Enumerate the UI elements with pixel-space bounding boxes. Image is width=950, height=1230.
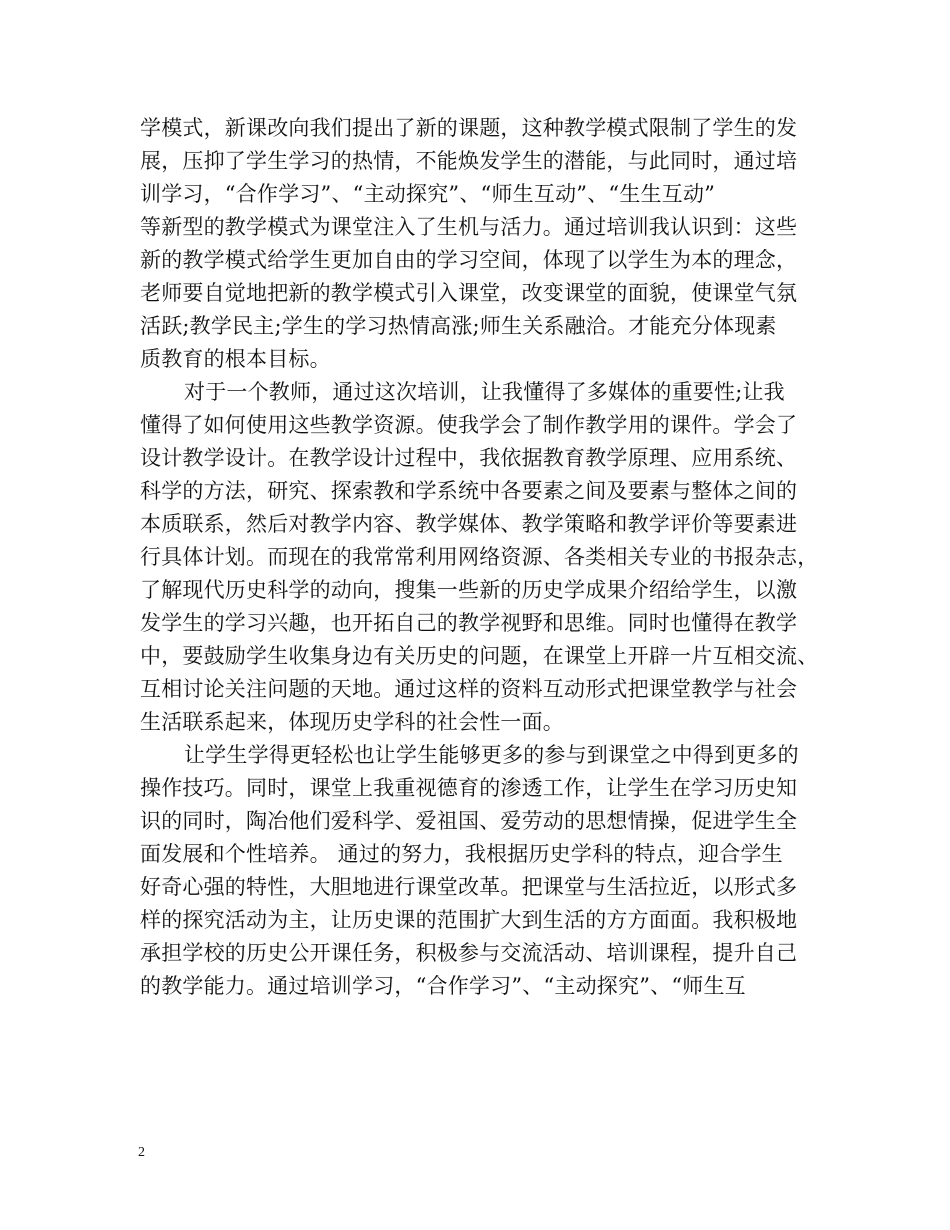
text-line: 展，压抑了学生学习的热情，不能焕发学生的潜能，与此同时，通过培 — [140, 149, 798, 173]
text-line: 生活联系起来，体现历史学科的社会性一面。 — [140, 710, 564, 734]
text-line: 训学习，“合作学习”、“主动探究”、“师生互动”、“生生互动” — [140, 182, 716, 206]
text-line: 本质联系，然后对教学内容、教学媒体、教学策略和教学评价等要素进 — [140, 512, 798, 536]
text-line: 学模式，新课改向我们提出了新的课题，这种教学模式限制了学生的发 — [140, 116, 798, 140]
text-line: 好奇心强的特性，大胆地进行课堂改革。把课堂与生活拉近，以形式多 — [140, 875, 798, 899]
paragraph — [140, 376, 820, 739]
text-line: 中，要鼓励学生收集身边有关历史的问题，在课堂上开辟一片互相交流、 — [140, 644, 819, 668]
text-line: 承担学校的历史公开课任务，积极参与交流活动、培训课程，提升自己 — [140, 941, 798, 965]
text-line: 对于一个教师，通过这次培训，让我懂得了多媒体的重要性;让我 — [184, 380, 785, 404]
paragraph — [140, 739, 820, 1003]
text-line: 行具体计划。而现在的我常常利用网络资源、各类相关专业的书报杂志， — [140, 545, 819, 569]
text-line: 了解现代历史科学的动向，搜集一些新的历史学成果介绍给学生，以激 — [140, 578, 798, 602]
text-line: 新的教学模式给学生更加自由的学习空间，体现了以学生为本的理念， — [140, 248, 798, 272]
text-line: 设计教学设计。在教学设计过程中，我依据教育教学原理、应用系统、 — [140, 446, 798, 470]
text-line: 质教育的根本目标。 — [140, 347, 331, 371]
text-line: 识的同时，陶冶他们爱科学、爱祖国、爱劳动的思想情操，促进学生全 — [140, 809, 798, 833]
text-line: 等新型的教学模式为课堂注入了生机与活力。通过培训我认识到：这些 — [140, 215, 798, 239]
page-number: 2 — [138, 1145, 145, 1160]
text-line: 老师要自觉地把新的教学模式引入课堂，改变课堂的面貌，使课堂气氛 — [140, 281, 798, 305]
text-line: 懂得了如何使用这些教学资源。使我学会了制作教学用的课件。学会了 — [140, 413, 798, 437]
text-line: 样的探究活动为主，让历史课的范围扩大到生活的方方面面。我积极地 — [140, 908, 798, 932]
text-line: 让学生学得更轻松也让学生能够更多的参与到课堂之中得到更多的 — [184, 743, 799, 767]
text-line: 科学的方法，研究、探索教和学系统中各要素之间及要素与整体之间的 — [140, 479, 798, 503]
text-line: 发学生的学习兴趣，也开拓自己的教学视野和思维。同时也懂得在教学 — [140, 611, 798, 635]
text-line: 面发展和个性培养。 通过的努力，我根据历史学科的特点，迎合学生 — [140, 842, 783, 866]
body-text — [140, 112, 820, 1003]
text-line: 互相讨论关注问题的天地。通过这样的资料互动形式把课堂教学与社会 — [140, 677, 798, 701]
text-line: 操作技巧。同时，课堂上我重视德育的渗透工作，让学生在学习历史知 — [140, 776, 798, 800]
text-line: 的教学能力。通过培训学习，“合作学习”、“主动探究”、“师生互 — [140, 974, 746, 998]
text-line: 活跃;教学民主;学生的学习热情高涨;师生关系融洽。才能充分体现素 — [140, 314, 777, 338]
paragraph — [140, 112, 820, 376]
